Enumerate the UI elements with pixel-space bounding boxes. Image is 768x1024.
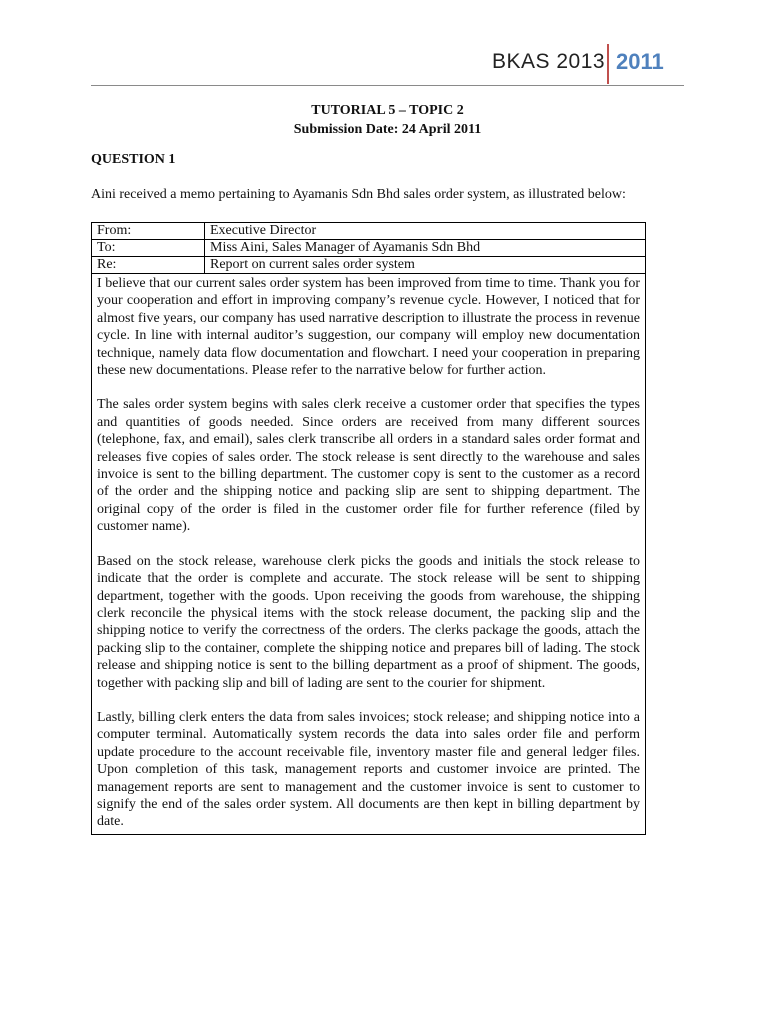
title-block bbox=[91, 101, 684, 139]
question-heading: QUESTION 1 bbox=[91, 152, 176, 167]
memo-row-from bbox=[92, 223, 645, 240]
memo-key: Re: bbox=[92, 257, 205, 273]
memo-table bbox=[91, 222, 646, 835]
question-intro: Aini received a memo pertaining to Ayamanis Sdn Bhd sales order system, as illustrated below: bbox=[91, 187, 626, 202]
tutorial-title: TUTORIAL 5 – TOPIC 2 bbox=[311, 103, 464, 118]
memo-value: Executive Director bbox=[210, 223, 317, 238]
course-code: BKAS 2013 bbox=[492, 50, 606, 73]
memo-key: To: bbox=[92, 240, 205, 256]
header-rule bbox=[91, 85, 684, 86]
submission-date: Submission Date: 24 April 2011 bbox=[293, 122, 482, 137]
memo-value: Report on current sales order system bbox=[210, 257, 415, 272]
memo-key: From: bbox=[92, 223, 205, 239]
header-divider bbox=[607, 44, 609, 84]
memo-paragraph: The sales order system begins with sales clerk receive a customer order that specifies the types and quantities of goods needed. Since orders are received from many different sources (telephone, fax, and email), sales clerk transcribe all orders in a standard sales order format and releases five copies of sales order. The stock release is sent directly to the warehouse and sales invoice is sent to the billing department. The customer copy is sent to the customer as a record of the order and the shipping notice and packing slip are sent to shipping department. The original copy of the order is filed in the customer order file for further reference (filed by customer name). bbox=[97, 397, 640, 535]
memo-row-re bbox=[92, 257, 645, 274]
memo-paragraph: I believe that our current sales order system has been improved from time to time. Thank you for your cooperation and effort in improving company’s revenue cycle. However, I noticed that for almost five years, our company has used narrative description to illustrate the process in revenue cycle. In line with internal auditor’s suggestion, our company will employ new documentation technique, namely data flow documentation and flowchart. I need your cooperation in preparing these new documentations. Please refer to the narrative below for further action. bbox=[97, 276, 640, 379]
memo-paragraph: Based on the stock release, warehouse clerk picks the goods and initials the stock release to indicate that the order is complete and accurate. The stock release will be sent to shipping department, together with the goods. Upon receiving the goods from warehouse, the shipping clerk reconcile the physical items with the stock release document, the packing slip and the shipping notice to verify the correctness of the orders. The clerks package the goods, attach the packing slip to the container, complete the shipping notice and prepares bill of lading. The stock release and shipping notice is sent to the billing department as a proof of shipment. The goods, together with packing slip and bill of lading are sent to the courier for shipment. bbox=[97, 553, 640, 691]
memo-body bbox=[92, 274, 645, 834]
memo-value: Miss Aini, Sales Manager of Ayamanis Sdn Bhd bbox=[210, 240, 481, 255]
header-year: 2011 bbox=[616, 49, 664, 74]
memo-row-to bbox=[92, 240, 645, 257]
memo-paragraph: Lastly, billing clerk enters the data from sales invoices; stock release; and shipping notice into a computer terminal. Automatically system records the data into sales order file and perform update procedure to the account receivable file, inventory master file and general ledger files. Upon completion of this task, management reports and customer invoice are printed. The management reports are sent to management and the customer invoice is sent to customer to signify the end of the sales order system. All documents are then kept in billing department by date. bbox=[97, 709, 640, 830]
